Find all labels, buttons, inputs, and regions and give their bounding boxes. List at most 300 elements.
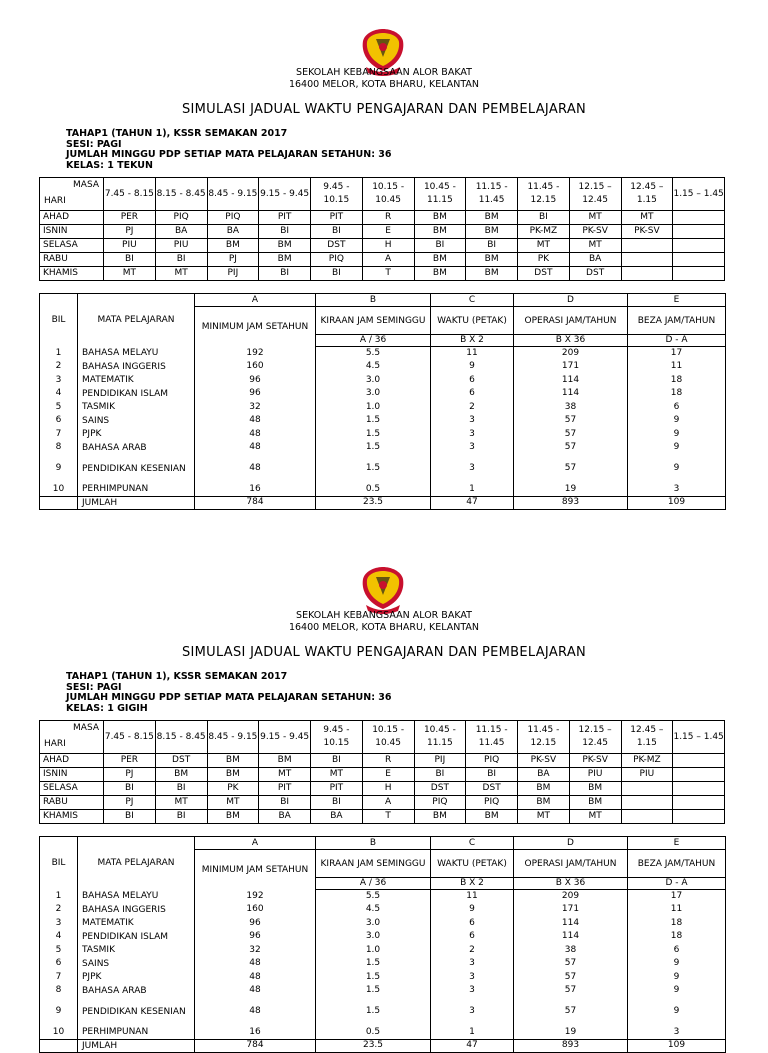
row-number: 9 bbox=[40, 455, 78, 483]
timetable-row bbox=[40, 768, 725, 782]
timetable-cell: T bbox=[362, 810, 414, 824]
timetable-cell: PJ bbox=[104, 225, 156, 239]
time-slot-header: 11.15 - 11.45 bbox=[466, 721, 518, 754]
timetable-cell: MT bbox=[104, 267, 156, 281]
subject-name: TASMIK bbox=[78, 944, 195, 958]
timetable-cell: BI bbox=[104, 782, 156, 796]
row-number: 5 bbox=[40, 401, 78, 415]
value-b: 5.5 bbox=[316, 347, 431, 361]
column-letter: C bbox=[431, 294, 514, 307]
formula-cell: B X 36 bbox=[514, 878, 628, 890]
value-d: 57 bbox=[514, 428, 628, 442]
timetable-cell: DST bbox=[155, 754, 207, 768]
bil-header: BIL bbox=[40, 837, 78, 890]
timetable-cell: MT bbox=[207, 796, 259, 810]
value-d: 171 bbox=[514, 360, 628, 374]
summary-row bbox=[40, 1026, 726, 1040]
value-d: 57 bbox=[514, 971, 628, 985]
value-d: 171 bbox=[514, 903, 628, 917]
value-d: 57 bbox=[514, 984, 628, 998]
timetable-cell: BM bbox=[466, 211, 518, 225]
row-number: 4 bbox=[40, 387, 78, 401]
timetable-cell: BI bbox=[311, 796, 363, 810]
meta-jumlah: JUMLAH MINGGU PDP SETIAP MATA PELAJARAN SETAHUN: 36 bbox=[66, 692, 392, 703]
value-e: 11 bbox=[628, 360, 726, 374]
timetable-cell: PK-MZ bbox=[621, 754, 673, 768]
value-b: 1.5 bbox=[316, 971, 431, 985]
formula-cell: A / 36 bbox=[316, 335, 431, 347]
timetable-cell: BM bbox=[466, 253, 518, 267]
value-a: 48 bbox=[195, 414, 316, 428]
value-c: 6 bbox=[431, 374, 514, 388]
value-e: 6 bbox=[628, 944, 726, 958]
subject-name: PENDIDIKAN KESENIAN bbox=[78, 455, 195, 483]
time-slot-header: 8.15 - 8.45 bbox=[155, 178, 207, 211]
value-e: 3 bbox=[628, 483, 726, 497]
column-header: WAKTU (PETAK) bbox=[431, 850, 514, 878]
subject-name: PJPK bbox=[78, 971, 195, 985]
formula-cell: D - A bbox=[628, 878, 726, 890]
value-e: 9 bbox=[628, 984, 726, 998]
subject-name: PENDIDIKAN ISLAM bbox=[78, 387, 195, 401]
value-b: 1.5 bbox=[316, 455, 431, 483]
timetable-cell: BM bbox=[518, 782, 570, 796]
meta-tahap: TAHAP1 (TAHUN 1), KSSR SEMAKAN 2017 bbox=[66, 128, 288, 139]
timetable-cell: BM bbox=[466, 810, 518, 824]
value-e: 9 bbox=[628, 971, 726, 985]
value-d: 38 bbox=[514, 944, 628, 958]
value-d: 209 bbox=[514, 347, 628, 361]
value-a: 96 bbox=[195, 374, 316, 388]
value-c: 3 bbox=[431, 455, 514, 483]
hari-label: HARI bbox=[44, 739, 66, 749]
masa-label: MASA bbox=[73, 723, 99, 733]
day-label: ISNIN bbox=[40, 225, 104, 239]
timetable-cell: BA bbox=[259, 810, 311, 824]
timetable-cell: A bbox=[362, 796, 414, 810]
value-c: 3 bbox=[431, 428, 514, 442]
value-c: 9 bbox=[431, 903, 514, 917]
value-a: 48 bbox=[195, 984, 316, 998]
timetable-cell: BM bbox=[414, 225, 466, 239]
timetable-cell: BI bbox=[259, 796, 311, 810]
value-a: 16 bbox=[195, 483, 316, 497]
timetable-cell: PIJ bbox=[207, 267, 259, 281]
subject-name: PENDIDIKAN KESENIAN bbox=[78, 998, 195, 1026]
timetable-cell: BA bbox=[155, 225, 207, 239]
total-d: 893 bbox=[514, 496, 628, 510]
timetable-cell: PIQ bbox=[207, 211, 259, 225]
meta-sesi: SESI: PAGI bbox=[66, 681, 122, 693]
timetable-cell: BI bbox=[466, 768, 518, 782]
timetable-cell: BM bbox=[259, 754, 311, 768]
day-label: AHAD bbox=[40, 211, 104, 225]
timetable-row bbox=[40, 796, 725, 810]
summary-row bbox=[40, 984, 726, 998]
timetable-cell: PK-SV bbox=[569, 754, 621, 768]
timetable-cell: T bbox=[362, 267, 414, 281]
row-number: 7 bbox=[40, 428, 78, 442]
total-e: 109 bbox=[628, 1039, 726, 1053]
value-e: 9 bbox=[628, 428, 726, 442]
timetable-cell: PIQ bbox=[311, 253, 363, 267]
subject-name: PERHIMPUNAN bbox=[78, 483, 195, 497]
timetable-cell: PIU bbox=[621, 768, 673, 782]
value-a: 48 bbox=[195, 998, 316, 1026]
timetable-cell: PIQ bbox=[466, 796, 518, 810]
value-e: 9 bbox=[628, 441, 726, 455]
summary-row bbox=[40, 903, 726, 917]
value-b: 3.0 bbox=[316, 917, 431, 931]
timetable-cell: DST bbox=[518, 267, 570, 281]
summary-row bbox=[40, 917, 726, 931]
timetable-cell: BM bbox=[259, 253, 311, 267]
timetable-cell: BI bbox=[414, 768, 466, 782]
timetable-cell: BI bbox=[518, 211, 570, 225]
column-letter: B bbox=[316, 837, 431, 850]
subject-name: SAINS bbox=[78, 957, 195, 971]
timetable-cell: BI bbox=[259, 267, 311, 281]
value-e: 18 bbox=[628, 374, 726, 388]
timetable-cell: E bbox=[362, 225, 414, 239]
subject-summary-table bbox=[39, 836, 726, 1053]
total-d: 893 bbox=[514, 1039, 628, 1053]
value-e: 9 bbox=[628, 455, 726, 483]
summary-row bbox=[40, 930, 726, 944]
timetable-cell: BI bbox=[155, 810, 207, 824]
total-label: JUMLAH bbox=[78, 1039, 195, 1053]
value-e: 18 bbox=[628, 930, 726, 944]
value-b: 5.5 bbox=[316, 890, 431, 904]
timetable-cell: BM bbox=[207, 810, 259, 824]
timetable-cell: MT bbox=[569, 239, 621, 253]
school-header bbox=[0, 610, 768, 634]
timetable-cell: PK bbox=[207, 782, 259, 796]
value-a: 16 bbox=[195, 1026, 316, 1040]
timetable-cell: PIU bbox=[569, 768, 621, 782]
timetable-cell: PJ bbox=[104, 796, 156, 810]
value-e: 3 bbox=[628, 1026, 726, 1040]
value-b: 4.5 bbox=[316, 903, 431, 917]
timetable-cell: PIT bbox=[259, 211, 311, 225]
timetable-cell: BM bbox=[569, 782, 621, 796]
hari-label: HARI bbox=[44, 196, 66, 206]
column-letter: D bbox=[514, 837, 628, 850]
timetable-cell: DST bbox=[414, 782, 466, 796]
value-d: 114 bbox=[514, 387, 628, 401]
meta-sesi: SESI: PAGI bbox=[66, 138, 122, 150]
time-slot-header: 8.45 - 9.15 bbox=[207, 721, 259, 754]
timetable-cell: BA bbox=[311, 810, 363, 824]
day-label: AHAD bbox=[40, 754, 104, 768]
summary-row bbox=[40, 998, 726, 1026]
time-slot-header: 12.45 – 1.15 bbox=[621, 178, 673, 211]
value-a: 160 bbox=[195, 903, 316, 917]
row-number: 8 bbox=[40, 984, 78, 998]
formula-cell: D - A bbox=[628, 335, 726, 347]
day-label: SELASA bbox=[40, 239, 104, 253]
column-letter: A bbox=[195, 294, 316, 307]
column-header: MINIMUM JAM SETAHUN bbox=[195, 850, 316, 890]
total-b: 23.5 bbox=[316, 496, 431, 510]
value-a: 48 bbox=[195, 455, 316, 483]
day-label: KHAMIS bbox=[40, 810, 104, 824]
value-b: 3.0 bbox=[316, 387, 431, 401]
masa-label: MASA bbox=[73, 180, 99, 190]
timetable-cell: MT bbox=[259, 768, 311, 782]
value-b: 1.0 bbox=[316, 401, 431, 415]
timetable-cell: BA bbox=[518, 768, 570, 782]
timetable-cell bbox=[621, 810, 673, 824]
value-c: 11 bbox=[431, 890, 514, 904]
timetable-cell bbox=[621, 796, 673, 810]
value-c: 3 bbox=[431, 984, 514, 998]
school-crest-icon bbox=[358, 565, 408, 615]
value-a: 32 bbox=[195, 401, 316, 415]
value-a: 32 bbox=[195, 944, 316, 958]
timetable-cell: BM bbox=[259, 239, 311, 253]
timetable-cell: PK-MZ bbox=[518, 225, 570, 239]
day-label: KHAMIS bbox=[40, 267, 104, 281]
timetable-cell: PIJ bbox=[414, 754, 466, 768]
value-c: 3 bbox=[431, 971, 514, 985]
timetable-cell: MT bbox=[621, 211, 673, 225]
meta-tahap: TAHAP1 (TAHUN 1), KSSR SEMAKAN 2017 bbox=[66, 671, 288, 682]
value-a: 192 bbox=[195, 890, 316, 904]
value-d: 19 bbox=[514, 1026, 628, 1040]
timetable-cell: BI bbox=[104, 810, 156, 824]
day-label: ISNIN bbox=[40, 768, 104, 782]
column-letter: A bbox=[195, 837, 316, 850]
value-b: 1.5 bbox=[316, 414, 431, 428]
timetable-cell: R bbox=[362, 211, 414, 225]
timetable-cell: PIT bbox=[259, 782, 311, 796]
row-number: 9 bbox=[40, 998, 78, 1026]
value-c: 3 bbox=[431, 414, 514, 428]
row-number: 2 bbox=[40, 360, 78, 374]
day-label: SELASA bbox=[40, 782, 104, 796]
timetable-cell: BM bbox=[155, 768, 207, 782]
total-spacer bbox=[40, 1039, 78, 1053]
subject-name: PENDIDIKAN ISLAM bbox=[78, 930, 195, 944]
time-slot-header: 8.15 - 8.45 bbox=[155, 721, 207, 754]
value-c: 3 bbox=[431, 957, 514, 971]
total-a: 784 bbox=[195, 496, 316, 510]
value-e: 9 bbox=[628, 957, 726, 971]
timetable-cell: H bbox=[362, 239, 414, 253]
column-letter: C bbox=[431, 837, 514, 850]
subject-name: PJPK bbox=[78, 428, 195, 442]
summary-letter-row bbox=[40, 837, 726, 850]
column-header: WAKTU (PETAK) bbox=[431, 307, 514, 335]
value-d: 57 bbox=[514, 414, 628, 428]
value-c: 11 bbox=[431, 347, 514, 361]
timetable-row bbox=[40, 754, 725, 768]
timetable-cell: BA bbox=[207, 225, 259, 239]
subject-header: MATA PELAJARAN bbox=[78, 294, 195, 347]
subject-name: BAHASA ARAB bbox=[78, 441, 195, 455]
timetable bbox=[39, 720, 725, 824]
time-slot-header: 8.45 - 9.15 bbox=[207, 178, 259, 211]
summary-row bbox=[40, 890, 726, 904]
row-number: 10 bbox=[40, 483, 78, 497]
subject-name: BAHASA ARAB bbox=[78, 984, 195, 998]
value-b: 3.0 bbox=[316, 930, 431, 944]
row-number: 3 bbox=[40, 374, 78, 388]
summary-row bbox=[40, 957, 726, 971]
timetable-cell: BM bbox=[207, 239, 259, 253]
value-b: 1.5 bbox=[316, 998, 431, 1026]
row-number: 1 bbox=[40, 890, 78, 904]
subject-name: BAHASA INGGERIS bbox=[78, 903, 195, 917]
timetable-cell: BI bbox=[311, 267, 363, 281]
timetable-cell: BM bbox=[569, 796, 621, 810]
timetable-cell: MT bbox=[155, 267, 207, 281]
value-e: 18 bbox=[628, 387, 726, 401]
subject-name: MATEMATIK bbox=[78, 917, 195, 931]
timetable-cell: H bbox=[362, 782, 414, 796]
row-number: 4 bbox=[40, 930, 78, 944]
total-label: JUMLAH bbox=[78, 496, 195, 510]
value-d: 38 bbox=[514, 401, 628, 415]
value-c: 2 bbox=[431, 944, 514, 958]
time-slot-header: 12.15 – 12.45 bbox=[569, 721, 621, 754]
subject-name: BAHASA INGGERIS bbox=[78, 360, 195, 374]
day-label: RABU bbox=[40, 253, 104, 267]
time-slot-header: 9.15 - 9.45 bbox=[259, 721, 311, 754]
page-title: SIMULASI JADUAL WAKTU PENGAJARAN DAN PEMBELAJARAN bbox=[181, 102, 587, 117]
timetable-cell: BI bbox=[414, 239, 466, 253]
timetable-cell: DST bbox=[311, 239, 363, 253]
time-slot-header: 12.15 – 12.45 bbox=[569, 178, 621, 211]
timetable-header-row bbox=[40, 721, 725, 754]
total-c: 47 bbox=[431, 1039, 514, 1053]
value-c: 2 bbox=[431, 401, 514, 415]
column-letter: E bbox=[628, 294, 726, 307]
timetable-cell: BM bbox=[414, 267, 466, 281]
timetable-cell: R bbox=[362, 754, 414, 768]
meta-kelas: KELAS: 1 TEKUN bbox=[66, 159, 153, 171]
meta-kelas: KELAS: 1 GIGIH bbox=[66, 702, 148, 714]
timetable-cell: PER bbox=[104, 754, 156, 768]
timetable-cell: BM bbox=[466, 225, 518, 239]
column-header: OPERASI JAM/TAHUN bbox=[514, 307, 628, 335]
value-d: 114 bbox=[514, 930, 628, 944]
value-d: 19 bbox=[514, 483, 628, 497]
time-slot-header: 1.15 – 1.45 bbox=[673, 721, 725, 754]
row-number: 8 bbox=[40, 441, 78, 455]
value-a: 48 bbox=[195, 428, 316, 442]
timetable-cell: BI bbox=[259, 225, 311, 239]
value-a: 96 bbox=[195, 930, 316, 944]
value-a: 192 bbox=[195, 347, 316, 361]
summary-row bbox=[40, 944, 726, 958]
timetable-cell: E bbox=[362, 768, 414, 782]
timetable-row bbox=[40, 810, 725, 824]
column-header: KIRAAN JAM SEMINGGU bbox=[316, 850, 431, 878]
school-name: SEKOLAH KEBANGSAAN ALOR BAKAT bbox=[296, 67, 472, 78]
time-slot-header: 11.45 - 12.15 bbox=[518, 178, 570, 211]
time-slot-header: 9.45 - 10.15 bbox=[311, 721, 363, 754]
column-header: MINIMUM JAM SETAHUN bbox=[195, 307, 316, 347]
timetable-cell: PER bbox=[104, 211, 156, 225]
meta-jumlah: JUMLAH MINGGU PDP SETIAP MATA PELAJARAN SETAHUN: 36 bbox=[66, 149, 392, 160]
timetable-cell: MT bbox=[569, 211, 621, 225]
column-header: BEZA JAM/TAHUN bbox=[628, 850, 726, 878]
timetable-cell: BI bbox=[466, 239, 518, 253]
value-e: 9 bbox=[628, 414, 726, 428]
value-e: 6 bbox=[628, 401, 726, 415]
value-b: 1.5 bbox=[316, 441, 431, 455]
column-letter: E bbox=[628, 837, 726, 850]
total-b: 23.5 bbox=[316, 1039, 431, 1053]
timetable-cell: MT bbox=[569, 810, 621, 824]
timetable-cell: PJ bbox=[104, 768, 156, 782]
value-b: 1.5 bbox=[316, 957, 431, 971]
timetable-cell: PIQ bbox=[414, 796, 466, 810]
value-b: 0.5 bbox=[316, 483, 431, 497]
column-header: KIRAAN JAM SEMINGGU bbox=[316, 307, 431, 335]
value-d: 57 bbox=[514, 455, 628, 483]
summary-total-row bbox=[40, 1039, 726, 1053]
time-slot-header: 12.45 – 1.15 bbox=[621, 721, 673, 754]
time-slot-header: 11.45 - 12.15 bbox=[518, 721, 570, 754]
timetable-cell bbox=[621, 782, 673, 796]
value-e: 17 bbox=[628, 347, 726, 361]
row-number: 1 bbox=[40, 347, 78, 361]
time-slot-header: 9.45 - 10.15 bbox=[311, 178, 363, 211]
timetable-cell: MT bbox=[311, 768, 363, 782]
formula-cell: B X 36 bbox=[514, 335, 628, 347]
timetable-cell: PK-SV bbox=[518, 754, 570, 768]
subject-name: MATEMATIK bbox=[78, 374, 195, 388]
value-e: 18 bbox=[628, 917, 726, 931]
time-slot-header: 10.45 - 11.15 bbox=[414, 178, 466, 211]
value-b: 1.5 bbox=[316, 984, 431, 998]
timetable-cell: BM bbox=[466, 267, 518, 281]
time-slot-header: 11.15 - 11.45 bbox=[466, 178, 518, 211]
total-e: 109 bbox=[628, 496, 726, 510]
timetable-cell bbox=[673, 796, 725, 810]
time-slot-header: 9.15 - 9.45 bbox=[259, 178, 311, 211]
row-number: 10 bbox=[40, 1026, 78, 1040]
value-a: 48 bbox=[195, 441, 316, 455]
timetable-cell: PK-SV bbox=[569, 225, 621, 239]
timetable-cell: PIT bbox=[311, 782, 363, 796]
school-address: 16400 MELOR, KOTA BHARU, KELANTAN bbox=[288, 622, 480, 633]
value-d: 57 bbox=[514, 998, 628, 1026]
timetable-cell: MT bbox=[155, 796, 207, 810]
day-label: RABU bbox=[40, 796, 104, 810]
row-number: 6 bbox=[40, 414, 78, 428]
row-number: 6 bbox=[40, 957, 78, 971]
value-d: 209 bbox=[514, 890, 628, 904]
column-header: OPERASI JAM/TAHUN bbox=[514, 850, 628, 878]
timetable-cell: PIU bbox=[155, 239, 207, 253]
timetable-cell: PIQ bbox=[155, 211, 207, 225]
timetable-cell: PIQ bbox=[466, 754, 518, 768]
value-c: 9 bbox=[431, 360, 514, 374]
timetable-cell bbox=[673, 754, 725, 768]
row-number: 2 bbox=[40, 903, 78, 917]
formula-cell: B X 2 bbox=[431, 335, 514, 347]
time-slot-header: 7.45 - 8.15 bbox=[104, 721, 156, 754]
timetable-cell: BI bbox=[311, 754, 363, 768]
subject-name: PERHIMPUNAN bbox=[78, 1026, 195, 1040]
subject-header: MATA PELAJARAN bbox=[78, 837, 195, 890]
timetable-body bbox=[40, 754, 725, 824]
value-b: 3.0 bbox=[316, 374, 431, 388]
